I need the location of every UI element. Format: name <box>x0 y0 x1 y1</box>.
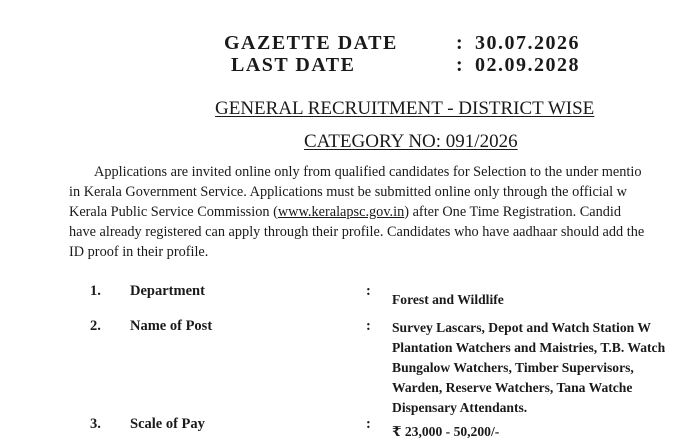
gazette-date-label: GAZETTE DATE <box>224 32 398 54</box>
post-name-line-3: Bungalow Watchers, Timber Supervisors, <box>392 360 634 375</box>
item-separator: : <box>366 318 371 334</box>
intro-line-3-pre: Kerala Public Service Commission ( <box>69 204 278 220</box>
intro-line-1: Applications are invited online only from qualified candidates for Selection to the under mentio <box>94 164 642 180</box>
item-number: 3. <box>90 416 101 432</box>
post-name-line-5: Dispensary Attendants. <box>392 400 528 415</box>
item-number: 2. <box>90 318 101 334</box>
psc-website-link[interactable]: www.keralapsc.gov.in <box>277 204 405 220</box>
intro-line-5: ID proof in their profile. <box>69 244 209 260</box>
item-number: 1. <box>90 283 101 299</box>
post-name-line-1: Survey Lascars, Depot and Watch Station W <box>392 320 651 335</box>
intro-line-3-post: ) after One Time Registration. Candid <box>404 204 622 220</box>
intro-line-3 <box>69 202 621 222</box>
category-number: CATEGORY NO: 091/2026 <box>304 131 518 152</box>
post-name-line-2: Plantation Watchers and Maistries, T.B. Watch <box>392 340 666 355</box>
item-label-post-name: Name of Post <box>130 318 213 334</box>
last-date-label: LAST DATE <box>231 54 356 76</box>
department-value: Forest and Wildlife <box>392 292 504 307</box>
item-label-scale-of-pay: Scale of Pay <box>130 416 205 432</box>
gazette-date-separator: : <box>456 32 465 54</box>
last-date-separator: : <box>456 54 465 76</box>
scale-of-pay-value: ₹ 23,000 - 50,200/- <box>392 424 500 439</box>
item-separator: : <box>366 283 371 299</box>
gazette-date-value: 30.07.2026 <box>475 32 580 54</box>
last-date-value: 02.09.2028 <box>475 54 580 76</box>
intro-line-2: in Kerala Government Service. Applications must be submitted online only through the official w <box>69 184 627 200</box>
item-separator: : <box>366 416 371 432</box>
post-name-line-4: Warden, Reserve Watchers, Tana Watche <box>392 380 633 395</box>
recruitment-title: GENERAL RECRUITMENT - DISTRICT WISE <box>215 98 595 119</box>
intro-line-4: have already registered can apply through their profile. Candidates who have aadhaar should add the <box>69 224 645 240</box>
item-label-department: Department <box>130 283 205 299</box>
